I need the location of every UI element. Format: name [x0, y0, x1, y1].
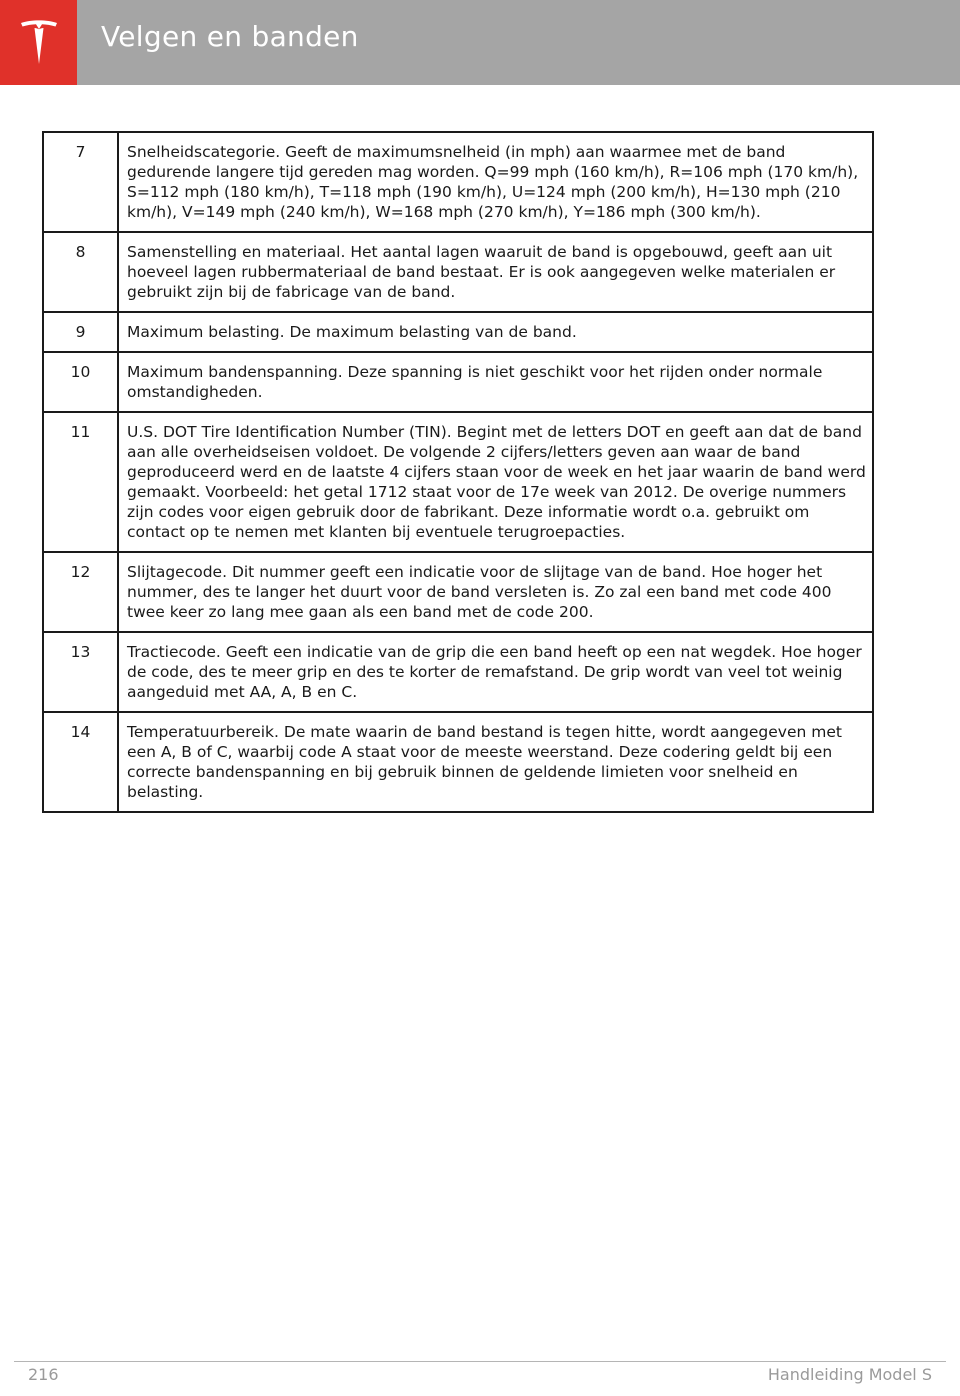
- footer-divider: [14, 1361, 946, 1362]
- tire-specification-table: [42, 131, 874, 813]
- row-description: Slijtagecode. Dit nummer geeft een indicatie voor de slijtage van de band. Hoe hoger het nummer, des te langer het duurt voor de band versleten is. Zo zal een band met code 400 twee keer zo lang mee gaan als een band met de code 200.: [118, 552, 873, 632]
- row-number: 13: [43, 632, 118, 712]
- row-number: 10: [43, 352, 118, 412]
- row-number: 9: [43, 312, 118, 352]
- row-number: 7: [43, 132, 118, 232]
- row-number: 12: [43, 552, 118, 632]
- row-number: 14: [43, 712, 118, 812]
- row-description: Maximum belasting. De maximum belasting van de band.: [118, 312, 873, 352]
- table-row: [43, 712, 873, 812]
- page-header: [0, 0, 960, 85]
- row-description: Samenstelling en materiaal. Het aantal lagen waaruit de band is opgebouwd, geeft aan uit hoeveel lagen rubbermateriaal de band bestaat. Er is ook aangegeven welke materialen er gebruikt zijn bij de fabricage van de band.: [118, 232, 873, 312]
- table-row: [43, 412, 873, 552]
- page-number: 216: [28, 1365, 59, 1384]
- row-description: Maximum bandenspanning. Deze spanning is niet geschikt voor het rijden onder normale omstandigheden.: [118, 352, 873, 412]
- row-description: Snelheidscategorie. Geeft de maximumsnelheid (in mph) aan waarmee met de band gedurende langere tijd gereden mag worden. Q=99 mph (160 km/h), R=106 mph (170 km/h), S=112 mph (180 km/h), T=118 mph (190 km/h), U=124 mph (200 km/h), H=130 mph (210 km/h), V=149 mph (240 km/h), W=168 mph (270 km/h), Y=186 mph (300 km/h).: [118, 132, 873, 232]
- table-row: [43, 352, 873, 412]
- manual-name: Handleiding Model S: [767, 1365, 932, 1384]
- row-description: Tractiecode. Geeft een indicatie van de grip die een band heeft op een nat wegdek. Hoe hoger de code, des te meer grip en des te korter de remafstand. De grip wordt van veel tot weinig aangeduid met AA, A, B en C.: [118, 632, 873, 712]
- table-row: [43, 312, 873, 352]
- row-number: 11: [43, 412, 118, 552]
- row-description: Temperatuurbereik. De mate waarin de band bestand is tegen hitte, wordt aangegeven met een A, B of C, waarbij code A staat voor de meeste weerstand. Deze codering geldt bij een correcte bandenspanning en bij gebruik binnen de geldende limieten voor snelheid en belasting.: [118, 712, 873, 812]
- page-title: Velgen en banden: [101, 20, 359, 53]
- logo-container: [0, 0, 77, 85]
- row-description: U.S. DOT Tire Identification Number (TIN). Begint met de letters DOT en geeft aan dat de band aan alle overheidseisen voldoet. De volgende 2 cijfers/letters geven aan waar de band geproduceerd werd en de laatste 4 cijfers staan voor de week en het jaar waarin de band werd gemaakt. Voorbeeld: het getal 1712 staat voor de 17e week van 2012. De overige nummers zijn codes voor eigen gebruik door de fabrikant. Deze informatie wordt o.a. gebruikt om contact op te nemen met klanten bij eventuele terugroepacties.: [118, 412, 873, 552]
- table-row: [43, 632, 873, 712]
- row-number: 8: [43, 232, 118, 312]
- table-row: [43, 232, 873, 312]
- table-row: [43, 132, 873, 232]
- tesla-logo-icon: [19, 19, 59, 67]
- table-row: [43, 552, 873, 632]
